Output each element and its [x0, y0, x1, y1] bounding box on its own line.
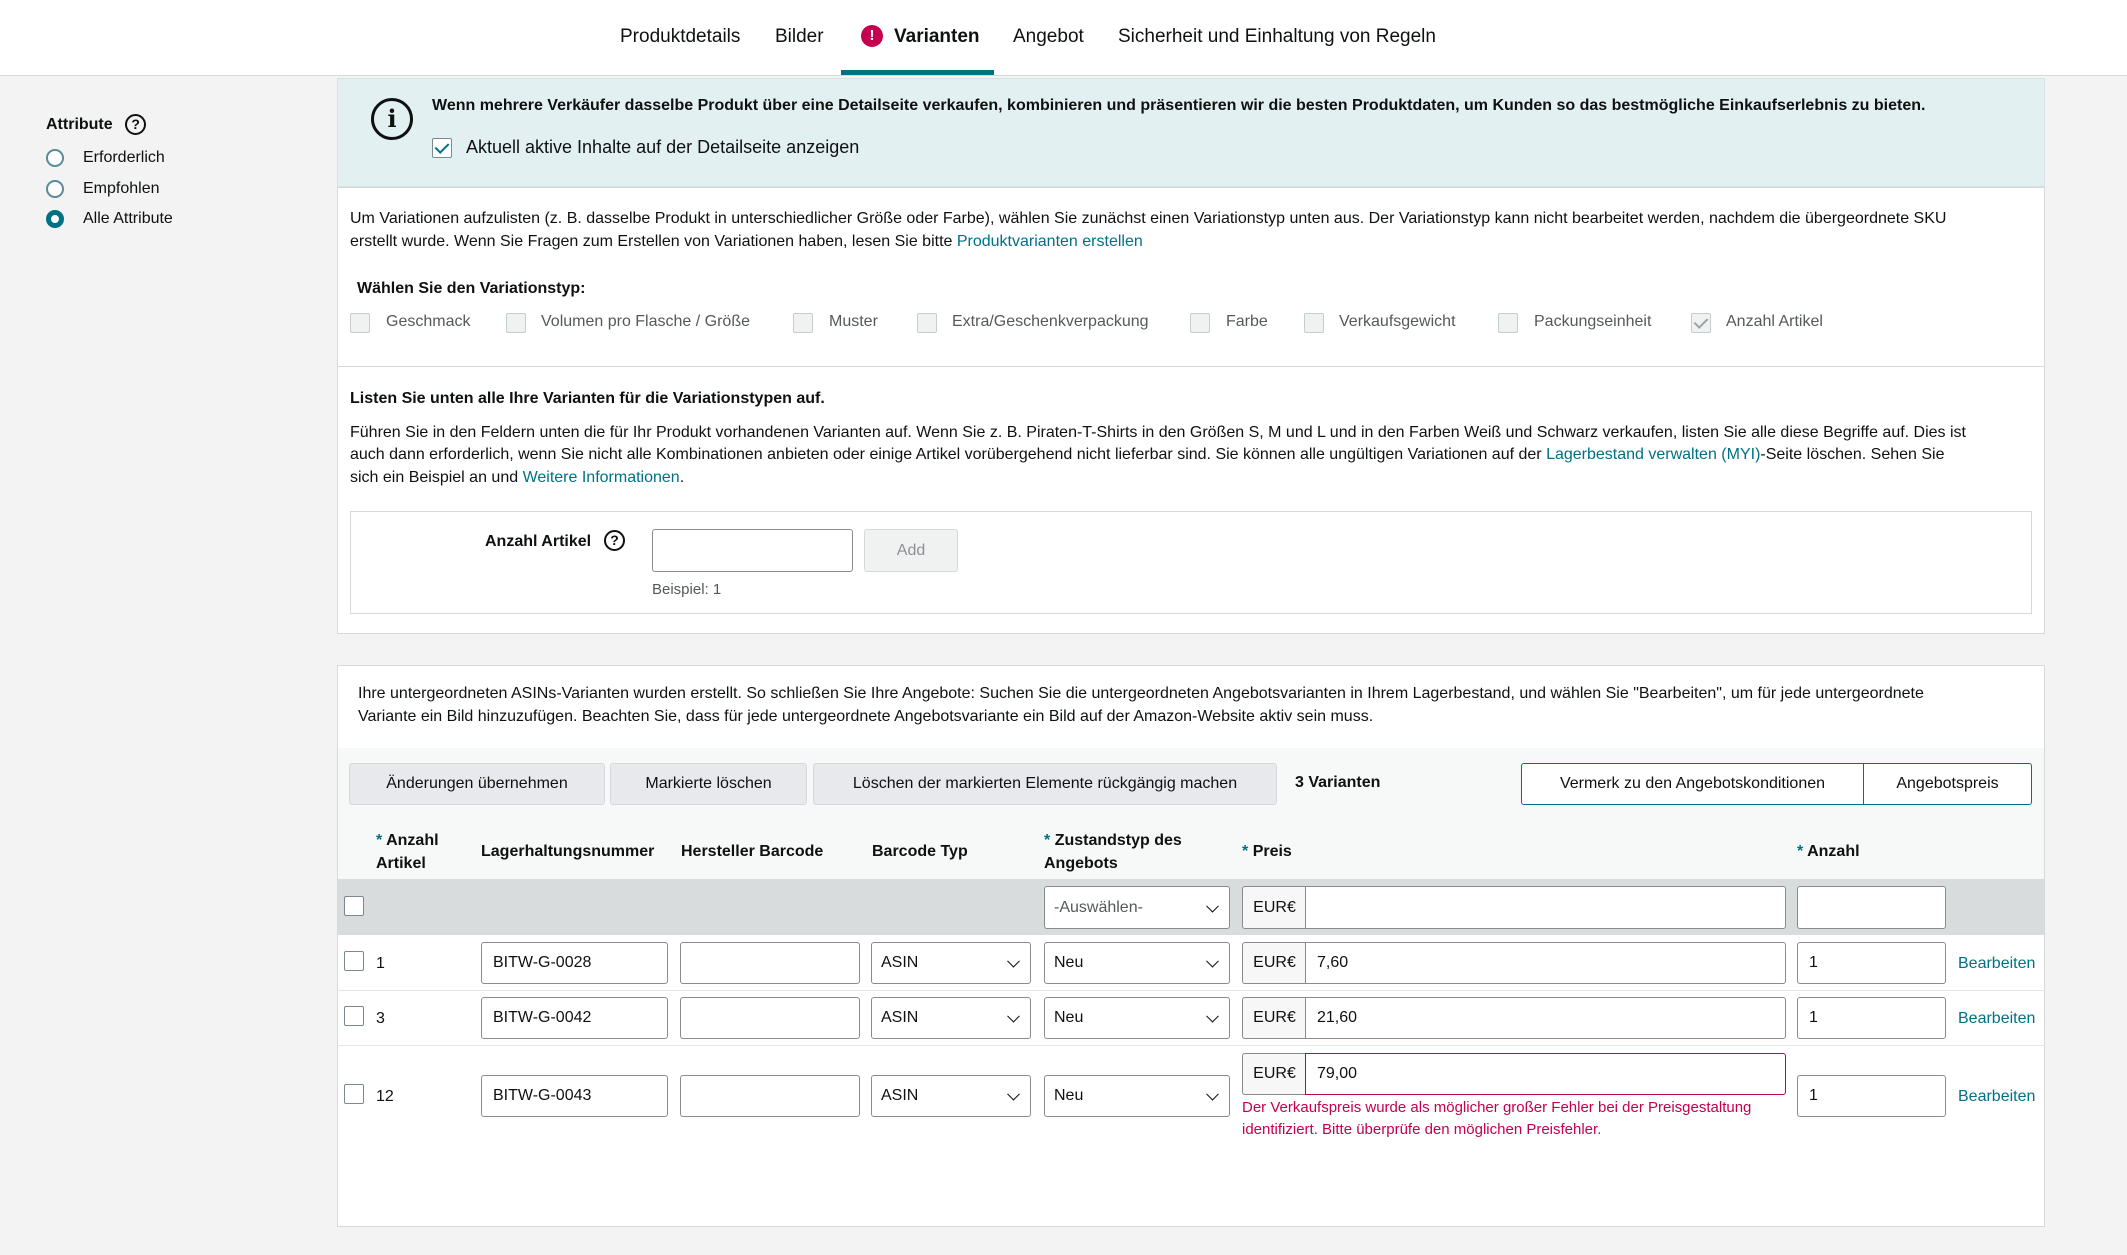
info-icon: i — [371, 98, 413, 140]
barcode-input[interactable] — [680, 997, 860, 1039]
row-checkbox[interactable] — [344, 1084, 364, 1104]
sku-input[interactable]: BITW-G-0043 — [481, 1075, 668, 1117]
chevron-down-icon — [1206, 1088, 1219, 1101]
bulk-price-input[interactable] — [1305, 886, 1786, 929]
radio-label-alle-attribute: Alle Attribute — [83, 210, 173, 227]
bulk-condition-value: -Auswählen- — [1054, 898, 1143, 916]
barcode-input[interactable] — [680, 1075, 860, 1117]
required-mark: * — [376, 832, 383, 849]
vt-label-farbe: Farbe — [1226, 313, 1268, 330]
row-divider — [337, 1045, 2045, 1046]
row-anzahl: 12 — [376, 1088, 394, 1105]
vt-label-geschenkverpackung: Extra/Geschenkverpackung — [952, 313, 1149, 330]
produktvarianten-link[interactable]: Produktvarianten erstellen — [956, 233, 1143, 250]
variant-entry-box — [350, 511, 2032, 614]
vt-label-geschmack: Geschmack — [386, 313, 471, 330]
col-header-anzahl-line2: Artikel — [376, 855, 426, 872]
price-input[interactable]: 21,60 — [1305, 997, 1786, 1039]
col-header-price-label: Preis — [1252, 843, 1292, 860]
price-input[interactable]: 7,60 — [1305, 942, 1786, 984]
list-variants-text-start: sich ein Beispiel an und — [350, 469, 519, 486]
col-header-condition-line1: Zustandstyp des — [1054, 832, 1182, 849]
bulk-condition-select[interactable] — [1044, 886, 1230, 929]
col-header-condition-line2: Angebots — [1044, 855, 1118, 872]
select-all-checkbox[interactable] — [344, 896, 364, 916]
variation-intro-text: erstellt wurde. Wenn Sie Fragen zum Erstellen von Variationen haben, lesen Sie bitte — [350, 233, 953, 250]
col-header-sku: Lagerhaltungsnummer — [481, 843, 655, 860]
price-input[interactable]: 79,00 — [1305, 1053, 1786, 1095]
weitere-informationen-link[interactable]: Weitere Informationen — [522, 469, 680, 486]
currency-label: EUR€ — [1242, 1053, 1306, 1095]
undo-delete-button[interactable]: Löschen der markierten Elemente rückgängig machen — [813, 763, 1277, 805]
row-anzahl: 3 — [376, 1010, 385, 1027]
list-variants-text: auch dann erforderlich, wenn Sie nicht alle Kombinationen anbieten oder einige Artikel vorübergehend nicht lieferbar sind. Sie können alle ungültigen Variationen auf der — [350, 446, 1542, 463]
delete-marked-button[interactable]: Markierte löschen — [610, 763, 807, 805]
barcode-type-select[interactable] — [871, 1075, 1031, 1117]
condition-value: Neu — [1054, 954, 1084, 971]
currency-label: EUR€ — [1242, 942, 1306, 984]
anzahl-artikel-field-label: Anzahl Artikel — [485, 533, 592, 550]
row-anzahl: 1 — [376, 955, 385, 972]
quantity-input[interactable]: 1 — [1797, 942, 1946, 984]
help-icon[interactable]: ? — [125, 114, 146, 135]
apply-changes-button[interactable]: Änderungen übernehmen — [349, 763, 605, 805]
radio-label-empfohlen: Empfohlen — [83, 180, 160, 197]
currency-label: EUR€ — [1242, 997, 1306, 1039]
barcode-type-select[interactable] — [871, 942, 1031, 984]
show-active-content-checkbox[interactable] — [432, 138, 452, 158]
choose-variation-type-label: Wählen Sie den Variationstyp: — [357, 280, 586, 297]
radio-empfohlen[interactable] — [46, 180, 64, 198]
row-divider — [337, 990, 2045, 991]
col-header-anzahl — [376, 829, 439, 875]
quantity-input[interactable]: 1 — [1797, 1075, 1946, 1117]
chevron-down-icon — [1007, 955, 1020, 968]
lagerbestand-link[interactable]: Lagerbestand verwalten (MYI) — [1546, 446, 1761, 463]
col-header-quantity — [1797, 840, 1860, 863]
barcode-input[interactable] — [680, 942, 860, 984]
vt-label-anzahl-artikel: Anzahl Artikel — [1726, 313, 1823, 330]
offer-price-button[interactable]: Angebotspreis — [1863, 763, 2032, 805]
vt-checkbox-verkaufsgewicht[interactable] — [1304, 313, 1324, 333]
barcode-type-select[interactable] — [871, 997, 1031, 1039]
edit-link[interactable]: Bearbeiten — [1958, 1088, 2036, 1105]
barcode-type-value: ASIN — [881, 1087, 919, 1104]
required-mark: * — [1044, 832, 1051, 849]
col-header-quantity-label: Anzahl — [1807, 843, 1860, 860]
condition-value: Neu — [1054, 1087, 1084, 1104]
radio-alle-attribute[interactable] — [46, 210, 64, 228]
col-header-condition — [1044, 829, 1182, 875]
attribute-filter-label: Attribute — [46, 116, 113, 133]
list-variants-heading: Listen Sie unten alle Ihre Varianten für die Variationstypen auf. — [350, 390, 825, 407]
radio-label-erforderlich: Erforderlich — [83, 149, 165, 166]
tab-produktdetails[interactable]: Produktdetails — [620, 26, 741, 47]
vt-label-verkaufsgewicht: Verkaufsgewicht — [1339, 313, 1456, 330]
price-error-line1: Der Verkaufspreis wurde als möglicher großer Fehler bei der Preisgestaltung — [1242, 1099, 1752, 1116]
child-notice-line1: Ihre untergeordneten ASINs-Varianten wurden erstellt. So schließen Sie Ihre Angebote: Suchen Sie die untergeordneten Angebotsvarianten in Ihrem Lagerbestand, und wählen Sie "Bearbeiten", um für jede untergeordnete — [358, 685, 1924, 702]
col-header-price — [1242, 840, 1292, 863]
vt-checkbox-packungseinheit[interactable] — [1498, 313, 1518, 333]
vt-checkbox-muster[interactable] — [793, 313, 813, 333]
active-tab-indicator — [841, 70, 994, 75]
chevron-down-icon — [1007, 1088, 1020, 1101]
row-checkbox[interactable] — [344, 951, 364, 971]
list-variants-text-suffix: -Seite löschen. Sehen Sie — [1760, 446, 1945, 463]
condition-select[interactable] — [1044, 942, 1230, 984]
variant-count: 3 Varianten — [1295, 774, 1381, 791]
attribute-filter-title — [46, 114, 146, 135]
list-variants-text-line1: Führen Sie in den Feldern unten die für Ihr Produkt vorhandenen Varianten auf. Wenn Sie z. B. Piraten-T-Shirts in den Größen S, M und L und in den Farben Weiß und Schwarz verkaufen, listen Sie alle diese Begriffe auf. Dies ist — [350, 424, 1966, 441]
bulk-quantity-input[interactable] — [1797, 886, 1946, 929]
add-button[interactable]: Add — [864, 529, 958, 572]
offer-note-button[interactable]: Vermerk zu den Angebotskonditionen — [1521, 763, 1864, 805]
required-mark: * — [1797, 843, 1804, 860]
col-header-barcode-type: Barcode Typ — [872, 843, 968, 860]
variation-intro-line1: Um Variationen aufzulisten (z. B. dasselbe Produkt in unterschiedlicher Größe oder Farbe), wählen Sie zunächst einen Variationstyp unten aus. Der Variationstyp kann nicht bearbeitet werden, nachdem die übergeordnete SKU — [350, 210, 1947, 227]
top-tab-bar — [0, 0, 2127, 76]
sku-input[interactable]: BITW-G-0028 — [481, 942, 668, 984]
vt-label-muster: Muster — [829, 313, 878, 330]
variation-intro-line2 — [350, 230, 1143, 253]
info-banner — [337, 78, 2045, 187]
vt-checkbox-anzahl-artikel[interactable] — [1691, 313, 1711, 333]
section-divider — [337, 366, 2045, 367]
tab-bilder[interactable]: Bilder — [775, 26, 824, 47]
vt-checkbox-geschenkverpackung[interactable] — [917, 313, 937, 333]
vt-checkbox-farbe[interactable] — [1190, 313, 1210, 333]
vt-checkbox-volumen[interactable] — [506, 313, 526, 333]
edit-link[interactable]: Bearbeiten — [1958, 1010, 2036, 1027]
col-header-anzahl-line1: Anzahl — [386, 832, 439, 849]
vt-checkbox-geschmack[interactable] — [350, 313, 370, 333]
edit-link[interactable]: Bearbeiten — [1958, 955, 2036, 972]
condition-value: Neu — [1054, 1009, 1084, 1026]
tab-sicherheit[interactable]: Sicherheit und Einhaltung von Regeln — [1118, 26, 1436, 47]
help-icon[interactable]: ? — [604, 530, 625, 551]
vt-label-packungseinheit: Packungseinheit — [1534, 313, 1652, 330]
barcode-type-value: ASIN — [881, 1009, 919, 1026]
quantity-input[interactable]: 1 — [1797, 997, 1946, 1039]
tab-varianten[interactable]: Varianten — [894, 26, 980, 47]
price-error-line2: identifiziert. Bitte überprüfe den möglichen Preisfehler. — [1242, 1121, 1602, 1138]
bulk-currency: EUR€ — [1242, 886, 1306, 929]
sku-input[interactable]: BITW-G-0042 — [481, 997, 668, 1039]
chevron-down-icon — [1007, 1010, 1020, 1023]
list-variants-text-line3 — [350, 466, 684, 489]
chevron-down-icon — [1206, 899, 1219, 912]
required-mark: * — [1242, 843, 1249, 860]
radio-erforderlich[interactable] — [46, 149, 64, 167]
field-example: Beispiel: 1 — [652, 581, 722, 598]
col-header-barcode: Hersteller Barcode — [681, 843, 824, 860]
condition-select[interactable] — [1044, 1075, 1230, 1117]
barcode-type-value: ASIN — [881, 954, 919, 971]
chevron-down-icon — [1206, 1010, 1219, 1023]
condition-select[interactable] — [1044, 997, 1230, 1039]
chevron-down-icon — [1206, 955, 1219, 968]
error-icon: ! — [861, 25, 883, 47]
show-active-content-label: Aktuell aktive Inhalte auf der Detailseite anzeigen — [466, 137, 860, 157]
tab-angebot[interactable]: Angebot — [1013, 26, 1084, 47]
vt-label-volumen: Volumen pro Flasche / Größe — [541, 313, 750, 330]
list-variants-text-end: . — [679, 469, 685, 486]
child-notice-line2: Variante ein Bild hinzuzufügen. Beachten Sie, dass für jede untergeordnete Angebotsvariante ein Bild auf der Amazon-Website aktiv sein muss. — [358, 708, 1374, 725]
anzahl-artikel-input[interactable] — [652, 529, 853, 572]
banner-text: Wenn mehrere Verkäufer dasselbe Produkt über eine Detailseite verkaufen, kombinieren und präsentieren wir die besten Produktdaten, um Kunden so das bestmögliche Einkaufserlebnis zu bieten. — [432, 97, 1926, 114]
list-variants-text-line2 — [350, 443, 1945, 466]
row-checkbox[interactable] — [344, 1006, 364, 1026]
